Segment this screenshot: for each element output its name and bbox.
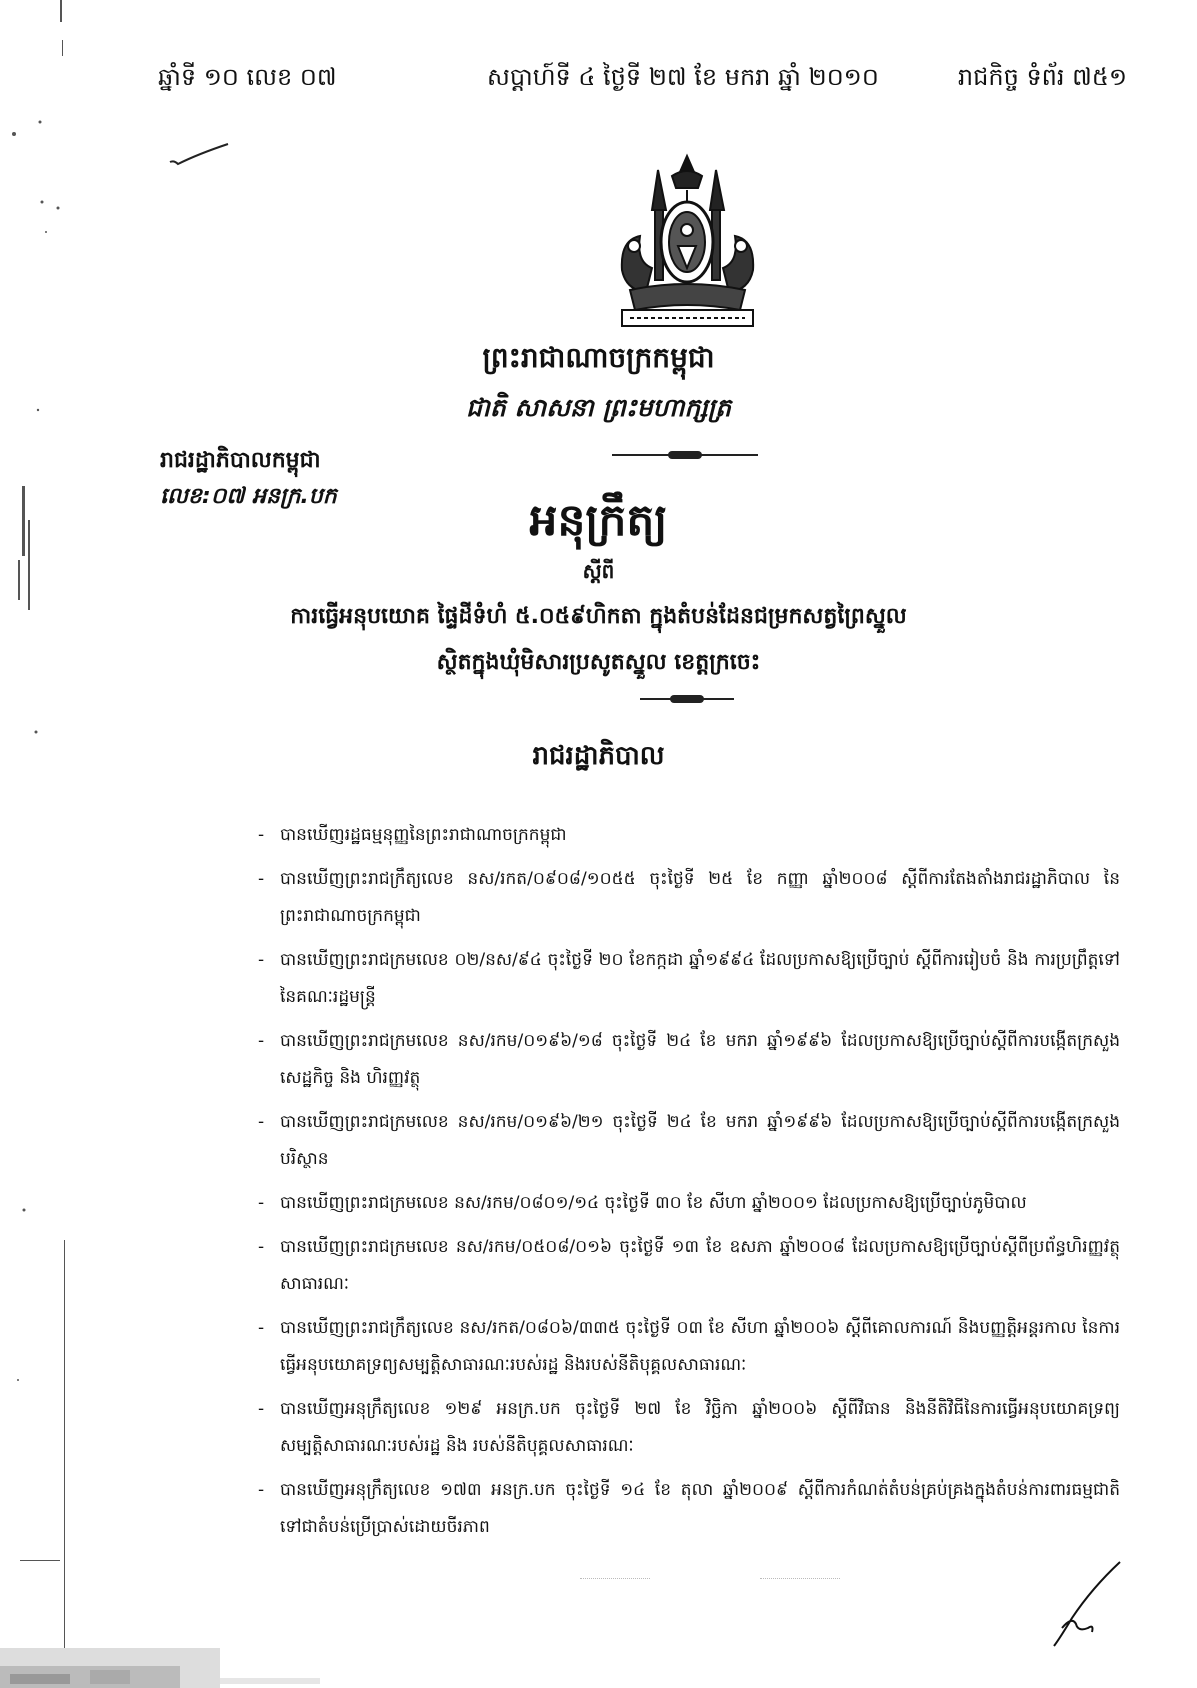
legal-basis-clause: - បានឃើញព្រះរាជក្រមលេខ នស/រកម/០៥០៨/០១៦ ចុះថ្ងៃទី ១៣ ខែ ឧសភា ឆ្នាំ២០០៨ ដែលប្រកាសឱ្យប្រើច្បាប់ស្តីពីប្រព័ន្ធហិរញ្ញវត្ថុ សាធារណៈ	[280, 1229, 1120, 1303]
legal-basis-clause: - បានឃើញព្រះរាជក្រមលេខ នស/រកម/០១៩៦/១៨ ចុះថ្ងៃទី ២៤ ខែ មករា ឆ្នាំ១៩៩៦ ដែលប្រកាសឱ្យប្រើច្បាប់ស្តីពីការបង្កើតក្រសួងសេដ្ឋកិច្ច និង ហិរញ្ញវត្ថុ	[280, 1023, 1120, 1097]
legal-basis-clause: - បានឃើញព្រះរាជក្រឹត្យលេខ នស/រកត/០៩០៨/១០៥៥ ចុះថ្ងៃទី ២៥ ខែ កញ្ញា ឆ្នាំ២០០៨ ស្តីពីការតែងតាំងរាជរដ្ឋាភិបាល នៃព្រះរាជាណាចក្រកម្ពុជា	[280, 861, 1120, 935]
kingdom-name: ព្រះរាជាណាចក្រកម្ពុជា	[482, 341, 715, 374]
royal-coat-of-arms-icon	[600, 150, 775, 335]
faint-dotted-mark	[580, 1578, 650, 1580]
legal-basis-clause: - បានឃើញព្រះរាជក្រមលេខ ០២/នស/៩៤ ចុះថ្ងៃទី ២០ ខែកក្កដា ឆ្នាំ១៩៩៤ ដែលប្រកាសឱ្យប្រើច្បាប់ ស្តីពីការរៀបចំ និង ការប្រព្រឹត្តទៅនៃគណៈរដ្ឋមន្ត្រី	[280, 942, 1120, 1016]
document-number: លេខ:០៧ អនក្រ.បក	[160, 484, 337, 509]
legal-basis-list	[280, 817, 1120, 1553]
legal-basis-clause: - បានឃើញព្រះរាជក្រមលេខ នស/រកម/០១៩៦/២១ ចុះថ្ងៃទី ២៤ ខែ មករា ឆ្នាំ១៩៩៦ ដែលប្រកាសឱ្យប្រើច្បាប់ស្តីពីការបង្កើតក្រសួងបរិស្ថាន	[280, 1104, 1120, 1178]
legal-basis-clause: - បានឃើញរដ្ឋធម្មនុញ្ញនៃព្រះរាជាណាចក្រកម្ពុជា	[280, 817, 1120, 854]
legal-basis-clause: - បានឃើញព្រះរាជក្រមលេខ នស/រកម/០៨០១/១៤ ចុះថ្ងៃទី ៣០ ខែ សីហា ឆ្នាំ២០០១ ដែលប្រកាសឱ្យប្រើច្បាប់ភូមិបាល	[280, 1185, 1120, 1222]
document-title: អនុក្រឹត្យ	[529, 495, 668, 546]
document-about: ស្តីពី	[582, 559, 615, 583]
pen-tick-mark	[168, 142, 230, 168]
kingdom-motto: ជាតិ សាសនា ព្រះមហាក្សត្រ	[466, 393, 731, 422]
legal-basis-clause: - បានឃើញអនុក្រឹត្យលេខ ១៧៣ អនក្រ.បក ចុះថ្ងៃទី ១៤ ខែ តុលា ឆ្នាំ២០០៩ ស្តីពីការកំណត់តំបន់គ្រប់គ្រងក្នុងតំបន់ការពារធម្មជាតិ ទៅជាតំបន់ប្រើប្រាស់ដោយចីរភាព	[280, 1472, 1120, 1546]
subject-divider	[640, 698, 734, 700]
initials-signature-icon	[1032, 1558, 1124, 1650]
scan-edge-marks	[0, 0, 80, 1688]
motto-divider	[612, 454, 758, 456]
issuing-government: រាជរដ្ឋាភិបាលកម្ពុជា	[160, 448, 321, 473]
document-subject-line-1: ការធ្វើអនុបយោគ ផ្ទៃដីទំហំ ៥.០៥៩ហិកតា ក្នុងតំបន់ដែនជម្រកសត្វព្រៃស្នួល	[290, 604, 907, 629]
scan-noise-strip	[0, 1640, 340, 1688]
header-gazette-page: រាជកិច្ច ទំព័រ ៧៥១	[957, 63, 1127, 91]
faint-dotted-mark	[760, 1578, 840, 1580]
document-subject-line-2: ស្ថិតក្នុងឃុំមិសារប្រសូតស្នួល ខេត្តក្រចេះ	[436, 650, 761, 675]
legal-basis-clause: - បានឃើញព្រះរាជក្រឹត្យលេខ នស/រកត/០៨០៦/៣៣៥ ចុះថ្ងៃទី ០៣ ខែ សីហា ឆ្នាំ២០០៦ ស្តីពីគោលការណ៍ និងបញ្ញត្តិអន្តរកាល នៃការធ្វើអនុបយោគទ្រព្យសម្បត្តិសាធារណៈរបស់រដ្ឋ និងរបស់នីតិបុគ្គលសាធារណៈ	[280, 1310, 1120, 1384]
header-date: សប្តាហ៍ទី ៤ ថ្ងៃទី ២៧ ខែ មករា ឆ្នាំ ២០១០	[487, 63, 879, 91]
section-heading: រាជរដ្ឋាភិបាល	[532, 741, 665, 771]
header-issue: ឆ្នាំទី ១០ លេខ ០៧	[158, 63, 337, 91]
legal-basis-clause: - បានឃើញអនុក្រឹត្យលេខ ១២៩ អនក្រ.បក ចុះថ្ងៃទី ២៧ ខែ វិច្ឆិកា ឆ្នាំ២០០៦ ស្តីពីវិធាន និងនីតិវិធីនៃការធ្វើអនុបយោគទ្រព្យសម្បត្តិសាធារណៈរបស់រដ្ឋ និង របស់នីតិបុគ្គលសាធារណៈ	[280, 1391, 1120, 1465]
